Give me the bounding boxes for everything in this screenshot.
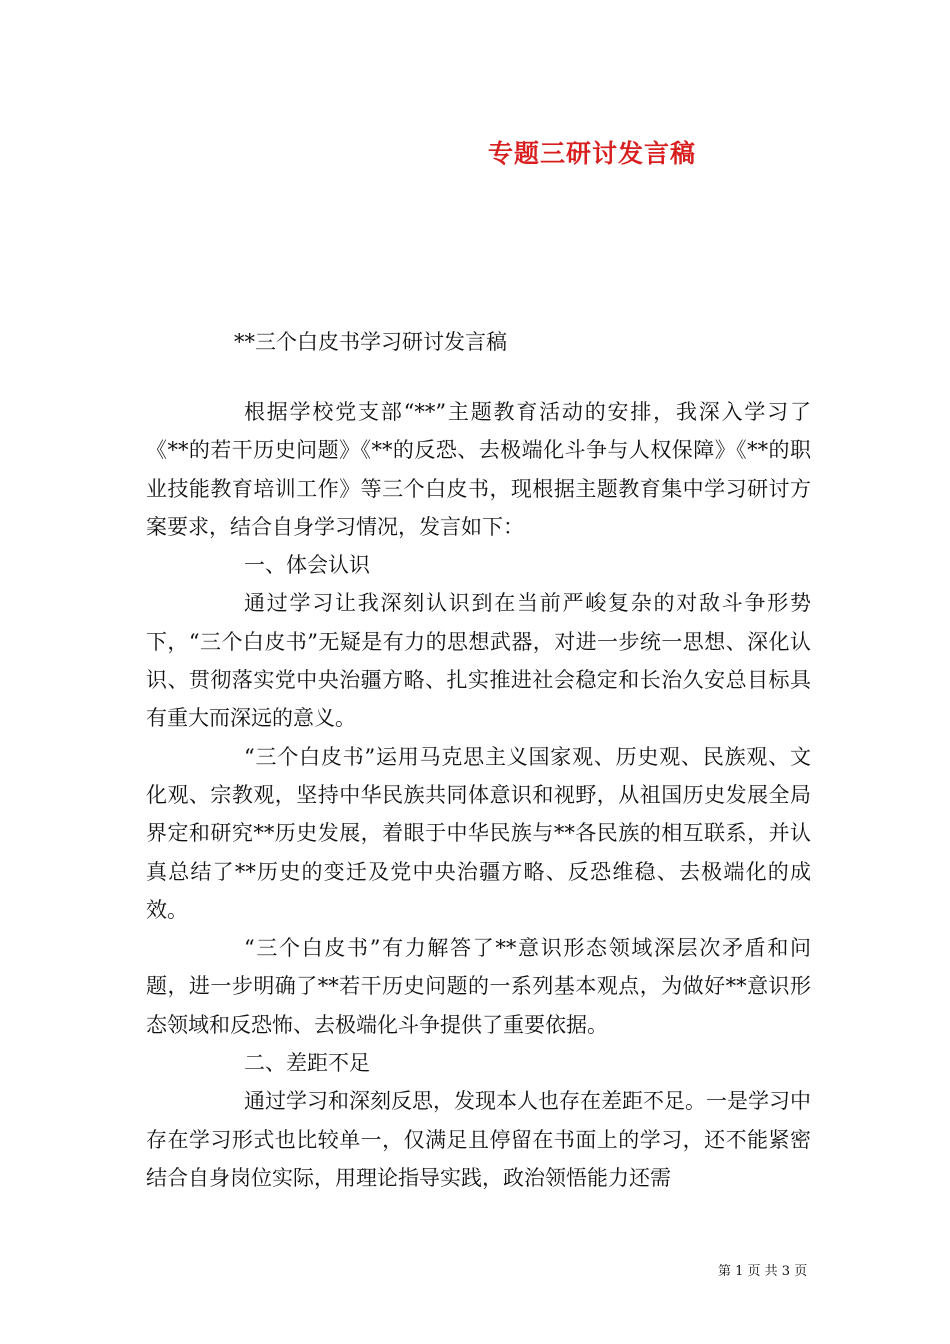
paragraph-understanding-2: “三个白皮书”运用马克思主义国家观、历史观、民族观、文化观、宗教观，坚持中华民族共同体意识和视野，从祖国历史发展全局界定和研究**历史发展，着眼于中华民族与**各民族的相互联系，并认真总结了**历史的变迁及党中央治疆方略、反恐维稳、去极端化的成效。 [146, 744, 811, 922]
document-subtitle: **三个白皮书学习研讨发言稿 [234, 330, 507, 354]
document-title: 专题三研讨发言稿 [488, 139, 697, 168]
section-heading-2: 二、差距不足 [244, 1051, 370, 1076]
page-number: 第 1 页 共 3 页 [718, 1264, 808, 1279]
paragraph-intro: 根据学校党支部“**”主题教育活动的安排，我深入学习了《**的若干历史问题》《**的反恐、去极端化斗争与人权保障》《**的职业技能教育培训工作》等三个白皮书，现根据主题教育集中学习研讨方案要求，结合自身学习情况，发言如下： [146, 400, 811, 539]
paragraph-understanding-1: 通过学习让我深刻认识到在当前严峻复杂的对敌斗争形势下，“三个白皮书”无疑是有力的思想武器，对进一步统一思想、深化认识、贯彻落实党中央治疆方略、扎实推进社会稳定和长治久安总目标具有重大而深远的意义。 [146, 591, 811, 731]
document-body [146, 393, 811, 1197]
paragraph-shortcomings: 通过学习和深刻反思，发现本人也存在差距不足。一是学习中存在学习形式也比较单一，仅满足且停留在书面上的学习，还不能紧密结合自身岗位实际，用理论指导实践，政治领悟能力还需 [146, 1089, 811, 1190]
section-heading-1: 一、体会认识 [244, 553, 370, 578]
paragraph-understanding-3: “三个白皮书”有力解答了**意识形态领域深层次矛盾和问题，进一步明确了**若干历史问题的一系列基本观点，为做好**意识形态领域和反恐怖、去极端化斗争提供了重要依据。 [146, 936, 811, 1037]
